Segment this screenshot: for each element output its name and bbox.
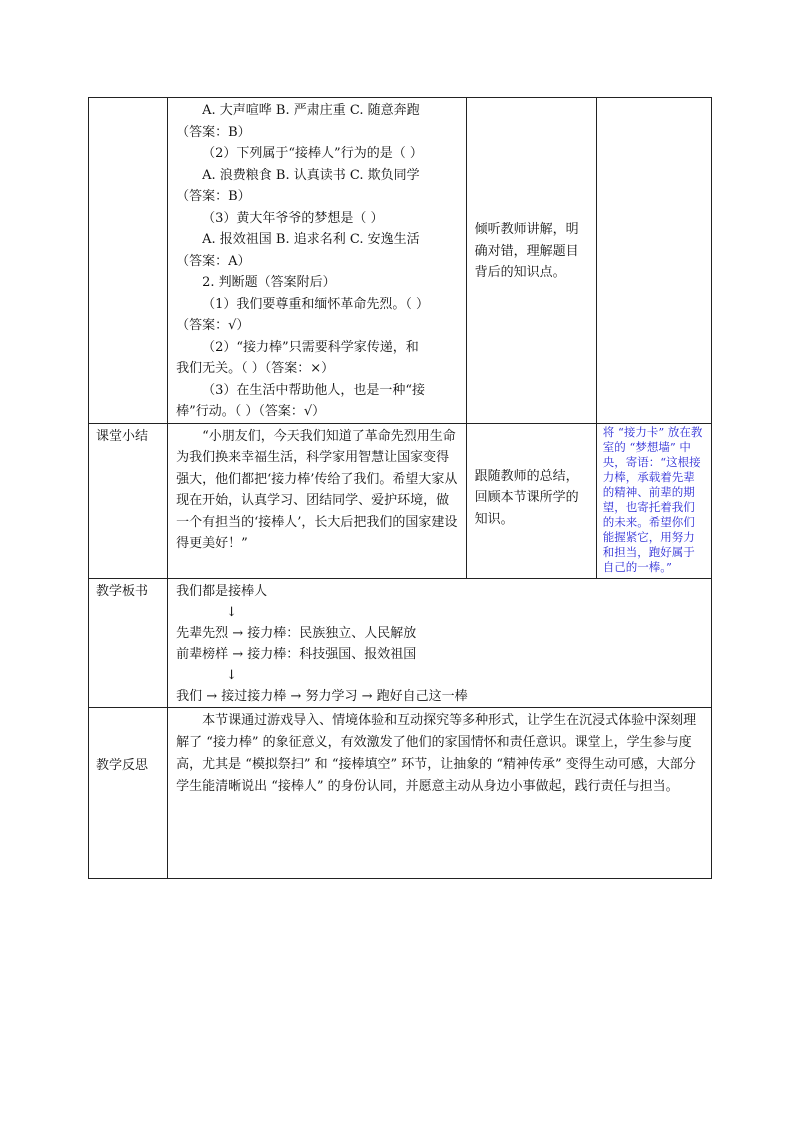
reflection-label: 教学反思 xyxy=(89,707,168,878)
exercise-line: （答案：√） xyxy=(176,318,250,333)
exercise-line: 2. 判断题（答案附后） xyxy=(202,275,336,290)
board-row xyxy=(89,578,712,707)
board-line-1: 先辈先烈 → 接力棒：民族独立、人民解放 xyxy=(176,625,417,641)
exercise-line: （答案：B） xyxy=(176,189,251,204)
exercise-line: （答案：B） xyxy=(176,124,251,140)
board-content-cell xyxy=(168,578,712,707)
exercise-line: A. 大声喧哗 B. 严肃庄重 C. 随意奔跑 xyxy=(202,103,420,118)
exercise-line: （2）“接力棒”只需要科学家传递，和 xyxy=(202,339,419,355)
exercise-line: （3）在生活中帮助他人，也是一种“接 xyxy=(202,382,426,398)
reflection-text: 本节课通过游戏导入、情境体验和互动探究等多种形式，让学生在沉浸式体验中深刻理解了 “接力棒” 的象征意义，有效激发了他们的家国情怀和责任意识。课堂上，学生参与度高，尤其是 “模拟祭扫” 和 “接棒填空” 环节，让抽象的 “精神传承” 变得生动可感，大部分学生能清晰说出 “接棒人” 的身份认同，并愿意主动从身边小事做起，践行责任与担当。 xyxy=(176,712,697,794)
summary-student-cell xyxy=(466,423,596,578)
exercise-line: （2）下列属于“接棒人”行为的是（ ） xyxy=(202,146,423,161)
board-title: 我们都是接棒人 xyxy=(176,583,268,599)
exercise-student-cell xyxy=(466,98,596,424)
summary-note-cell xyxy=(596,423,711,578)
board-line-3: 我们 → 接过接力棒 → 努力学习 → 跑好自己这一棒 xyxy=(176,688,468,704)
exercise-line: 我们无关。（ ）（答案：×） xyxy=(176,361,335,376)
exercise-line: 棒”行动。（ ）（答案：√） xyxy=(176,404,326,419)
exercise-row xyxy=(89,98,712,424)
summary-content-cell xyxy=(168,423,466,578)
exercise-line: A. 浪费粮食 B. 认真读书 C. 欺负同学 xyxy=(202,167,420,183)
exercise-label-cell xyxy=(89,98,168,424)
summary-row xyxy=(89,423,712,578)
exercise-line: （1）我们要尊重和缅怀革命先烈。（ ） xyxy=(202,296,430,312)
exercise-line: A. 报效祖国 B. 追求名利 C. 安逸生活 xyxy=(202,232,420,247)
board-arrow-down-icon-2: ↓ xyxy=(226,667,238,683)
summary-label: 课堂小结 xyxy=(89,423,168,578)
reflection-row xyxy=(89,707,712,878)
board-label: 教学板书 xyxy=(89,578,168,707)
board-arrow-down-icon: ↓ xyxy=(226,604,238,620)
summary-student-text: 跟随教师的总结，回顾本节课所学的知识。 xyxy=(474,468,579,527)
reflection-content-cell xyxy=(168,707,712,878)
exercise-line: （答案：A） xyxy=(176,253,251,269)
exercise-content-cell xyxy=(168,98,466,424)
exercise-note-cell xyxy=(596,98,711,424)
student-activity-text: 倾听教师讲解，明确对错，理解题目背后的知识点。 xyxy=(474,222,579,280)
exercise-line: （3）黄大年爷爷的梦想是（ ） xyxy=(202,210,384,226)
summary-note-text: 将 “接力卡” 放在教室的 “梦想墙” 中央，寄语：“这根接力棒，承载着先辈的精神、前辈的期望，也寄托着我们的未来。希望你们能握紧它，用努力和担当，跑好属于自己的一棒。” xyxy=(602,424,703,574)
lesson-plan-table xyxy=(88,97,712,879)
summary-text: “小朋友们，今天我们知道了革命先烈用生命为我们换来幸福生活，科学家用智慧让国家变得强大，他们都把‘接力棒’传给了我们。希望大家从现在开始，认真学习、团结同学、爱护环境，做一个有担当的‘接棒人’，长大后把我们的国家建设得更美好！” xyxy=(176,428,458,551)
board-line-2: 前辈榜样 → 接力棒：科技强国、报效祖国 xyxy=(176,646,417,662)
